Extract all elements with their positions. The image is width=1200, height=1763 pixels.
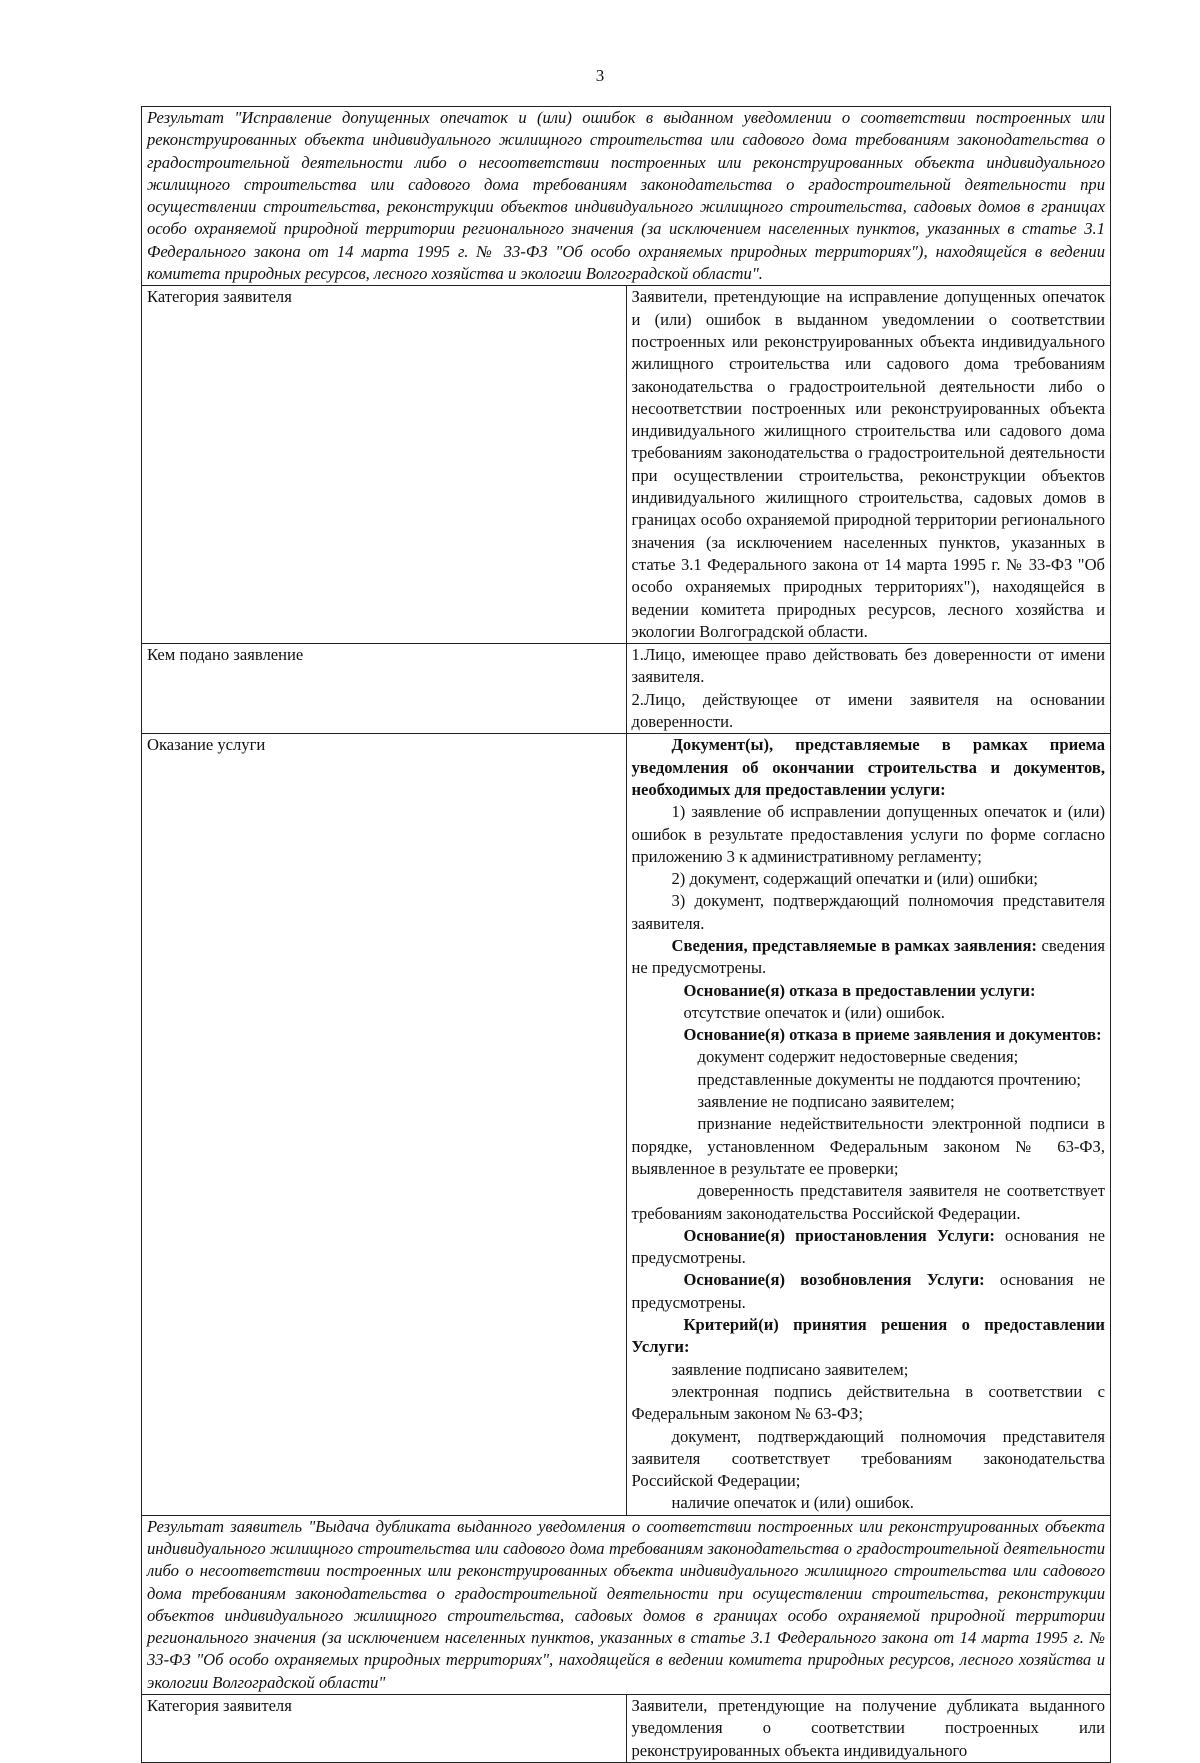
refusal-docs-item: заявление не подписано заявителем; xyxy=(697,1092,955,1112)
submitted-by-item: 2.Лицо, действующее от имени заявителя на основании доверенности. xyxy=(631,689,1105,732)
criteria-item: электронная подпись действительна в соответствии с Федеральным законом № 63-ФЗ; xyxy=(631,1381,1105,1424)
refusal-docs-heading: Основание(я) отказа в приеме заявления и документов: xyxy=(683,1025,1102,1045)
criteria-heading: Критерий(и) принятия решения о предоставлении Услуги: xyxy=(631,1315,1105,1357)
page-number: 3 xyxy=(595,66,605,85)
result-title-2: Результат заявитель "Выдача дубликата выданного уведомления о соответствии построенных или реконструированных объекта индивидуального жилищного строительства или садового дома требованиям законодательства о градостроительной деятельности либо о несоответствии построенных или реконструированных объекта индивидуального жилищного строительства или садового дома требованиям законодательства о градостроительной деятельности при осуществлении строительства, реконструкции объектов индивидуального жилищного строительства, садовых домов в границах особо охраняемой природной территории регионального значения (за исключением населенных пунктов, указанных в статье 3.1 Федерального закона от 14 марта 1995 г. № 33-ФЗ "Об особо охраняемых природных территориях", находящейся в ведении комитета природных ресурсов, лесного хозяйства и экологии Волгоградской области" xyxy=(142,1515,1111,1694)
docs-item: 3) документ, подтверждающий полномочия представителя заявителя. xyxy=(631,891,1105,933)
submitted-by-label: Кем подано заявление xyxy=(142,644,627,734)
criteria-item: заявление подписано заявителем; xyxy=(671,1359,909,1379)
criteria-item: документ, подтверждающий полномочия представителя заявителя соответствует требованиям законодательства Российской Федерации; xyxy=(631,1426,1105,1491)
resumption-paragraph xyxy=(632,1269,1106,1314)
resumption-text: основания не предусмотрены. xyxy=(631,1270,1105,1312)
applicant-category-text: Заявители, претендующие на исправление допущенных опечаток и (или) ошибок в выданном уведомлении о соответствии построенных или реконструированных объекта индивидуального жилищного строительства или садового дома требованиям законодательства о градостроительной деятельности либо о несоответствии построенных или реконструированных объекта индивидуального жилищного строительства или садового дома требованиям законодательства о градостроительной деятельности при осуществлении строительства, реконструкции объектов индивидуального жилищного строительства, садовых домов в границах особо охраняемой природной территории регионального значения (за исключением населенных пунктов, указанных в статье 3.1 Федерального закона от 14 марта 1995 г. № 33-ФЗ "Об особо охраняемых природных территориях"), находящейся в ведении комитета природных ресурсов, лесного хозяйства и экологии Волгоградской области. xyxy=(626,286,1111,644)
service-provision-text xyxy=(626,734,1111,1515)
criteria-item: наличие опечаток и (или) ошибок. xyxy=(671,1493,914,1513)
info-text: сведения не предусмотрены. xyxy=(631,935,1105,978)
refusal-docs-item: документ содержит недостоверные сведения; xyxy=(697,1047,1019,1067)
docs-item: 2) документ, содержащий опечатки и (или) ошибки; xyxy=(671,869,1038,889)
applicant-category-label: Категория заявителя xyxy=(142,286,627,644)
suspension-paragraph xyxy=(632,1225,1106,1270)
refusal-service-heading: Основание(я) отказа в предоставлении услуги: xyxy=(683,980,1036,1000)
resumption-heading: Основание(я) возобновления Услуги: xyxy=(683,1270,985,1290)
submitted-by-list xyxy=(626,644,1111,734)
info-heading: Сведения, представляемые в рамках заявления: xyxy=(671,935,1037,955)
service-provision-label: Оказание услуги xyxy=(142,734,627,1515)
refusal-docs-item: доверенность представителя заявителя не соответствует требованиям законодательства Российской Федерации. xyxy=(631,1181,1105,1223)
submitted-by-item: 1.Лицо, имеющее право действовать без доверенности от имени заявителя. xyxy=(631,645,1105,687)
applicant-category-text-2: Заявители, претендующие на получение дубликата выданного уведомления о соответствии построенных или реконструированных объекта индивидуального xyxy=(626,1695,1111,1763)
suspension-heading: Основание(я) приостановления Услуги: xyxy=(683,1225,995,1245)
service-table-1 xyxy=(141,106,1111,1763)
suspension-text: основания не предусмотрены. xyxy=(631,1225,1105,1268)
info-paragraph xyxy=(632,935,1106,980)
docs-item: 1) заявление об исправлении допущенных опечаток и (или) ошибок в результате предоставления услуги по форме согласно приложению 3 к административному регламенту; xyxy=(631,802,1105,866)
refusal-docs-item: признание недействительности электронной подписи в порядке, установленном Федеральным законом № 63-ФЗ, выявленное в результате ее проверки; xyxy=(631,1114,1105,1178)
applicant-category-label-2: Категория заявителя xyxy=(142,1695,627,1763)
result-title-1: Результат "Исправление допущенных опечаток и (или) ошибок в выданном уведомлении о соответствии построенных или реконструированных объекта индивидуального жилищного строительства или садового дома требованиям законодательства о градостроительной деятельности либо о несоответствии построенных или реконструированных объекта индивидуального жилищного строительства или садового дома требованиям законодательства о градостроительной деятельности при осуществлении строительства, реконструкции объектов индивидуального жилищного строительства, садовых домов в границах особо охраняемой природной территории регионального значения (за исключением населенных пунктов, указанных в статье 3.1 Федерального закона от 14 марта 1995 г. № 33-ФЗ "Об особо охраняемых природных территориях"), находящейся в ведении комитета природных ресурсов, лесного хозяйства и экологии Волгоградской области". xyxy=(142,107,1111,286)
document-body xyxy=(141,106,1111,1763)
refusal-docs-item: представленные документы не поддаются прочтению; xyxy=(697,1069,1081,1089)
docs-heading: Документ(ы), представляемые в рамках приема уведомления об окончании строительства и документов, необходимых для предоставлении услуги: xyxy=(631,735,1105,799)
refusal-service-item: отсутствие опечаток и (или) ошибок. xyxy=(683,1002,945,1022)
